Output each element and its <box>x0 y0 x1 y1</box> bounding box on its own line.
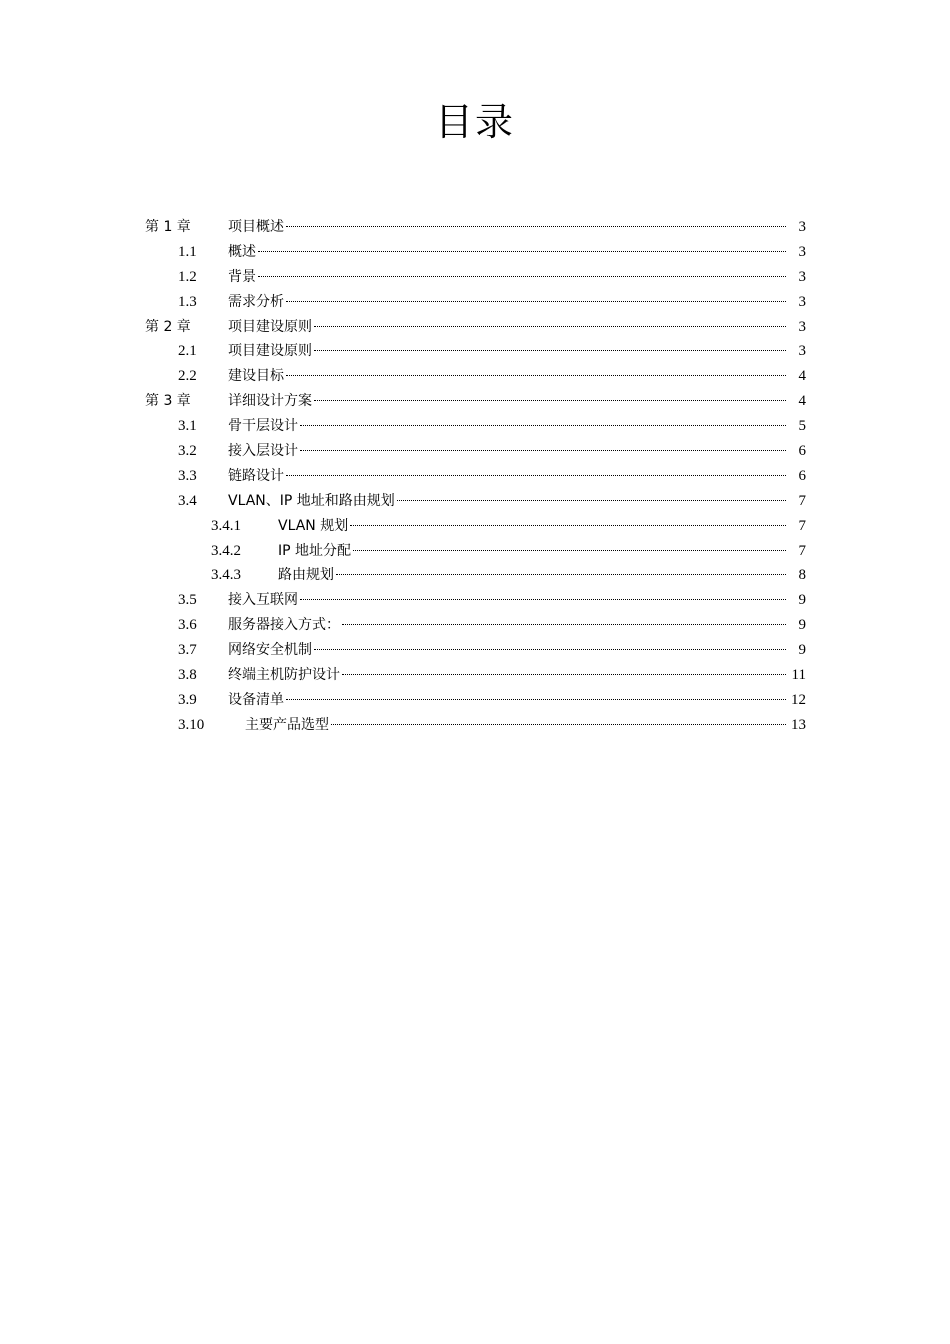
toc-leader-dots <box>314 325 786 327</box>
toc-leader-dots <box>397 499 786 501</box>
toc-entry-label: 主要产品选型 <box>245 716 329 733</box>
toc-entry-page: 7 <box>798 517 806 534</box>
toc-entry-number: 3.8 <box>178 667 197 684</box>
toc-leader-dots <box>258 250 786 252</box>
toc-entry-page: 9 <box>798 642 806 659</box>
toc-entry-number: 第 3 章 <box>145 393 191 410</box>
toc-entry-label: 设备清单 <box>228 691 284 708</box>
toc-leader-dots <box>300 598 786 600</box>
toc-entry[interactable] <box>0 290 950 315</box>
toc-entry[interactable] <box>0 638 950 663</box>
toc-entry-label: 终端主机防护设计 <box>228 667 340 684</box>
toc-entry-label: 项目概述 <box>228 219 284 235</box>
toc-leader-dots <box>342 623 786 625</box>
toc-entry-page: 3 <box>798 243 806 260</box>
toc-entry-page: 12 <box>791 691 806 708</box>
toc-entry-page: 3 <box>798 268 806 285</box>
toc-entry-number: 3.10 <box>178 716 205 733</box>
toc-leader-dots <box>314 349 786 351</box>
toc-entry-number: 1.2 <box>178 268 197 285</box>
toc-entry[interactable] <box>0 414 950 439</box>
toc-entry-number: 3.2 <box>178 443 197 460</box>
toc-entry[interactable] <box>0 215 950 240</box>
toc-entry[interactable] <box>0 514 950 539</box>
toc-entry-page: 8 <box>798 567 806 584</box>
toc-entry-label: 概述 <box>228 243 256 260</box>
toc-leader-dots <box>314 399 786 401</box>
toc-leader-dots <box>353 549 786 551</box>
toc-leader-dots <box>314 648 786 650</box>
toc-entry-label: 服务器接入方式： <box>228 617 340 634</box>
page-title: 目录 <box>434 100 515 144</box>
toc-entry-number: 3.9 <box>178 691 197 708</box>
toc-entry-page: 5 <box>798 418 806 435</box>
toc-entry-label: 项目建设原则 <box>228 343 312 360</box>
toc-entry-label: VLAN 规划 <box>278 517 349 534</box>
toc-entry-number: 3.4.1 <box>211 517 241 534</box>
toc-leader-dots <box>350 524 786 526</box>
toc-entry-label: 建设目标 <box>228 368 284 385</box>
toc-entry-number: 3.7 <box>178 642 197 659</box>
toc-leader-dots <box>331 723 786 725</box>
toc-entry-number: 3.3 <box>178 467 197 484</box>
toc-entry-label: 项目建设原则 <box>228 318 312 335</box>
toc-entry[interactable] <box>0 315 950 340</box>
toc-entry-label: 网络安全机制 <box>228 642 312 659</box>
toc-entry-number: 3.4.2 <box>211 542 241 559</box>
toc-entry-page: 9 <box>798 592 806 609</box>
toc-entry-page: 3 <box>798 293 806 310</box>
toc-entry[interactable] <box>0 713 950 738</box>
toc-entry-number: 第 2 章 <box>145 318 191 335</box>
toc-leader-dots <box>342 673 786 675</box>
toc-leader-dots <box>258 275 786 277</box>
toc-entry-label: VLAN、IP 地址和路由规划 <box>228 492 395 509</box>
toc-entry-number: 2.1 <box>178 343 197 360</box>
toc-entry-label: 接入层设计 <box>228 443 298 460</box>
toc-entry[interactable] <box>0 464 950 489</box>
toc-leader-dots <box>286 698 786 700</box>
toc-entry-page: 4 <box>798 368 806 385</box>
toc-entry[interactable] <box>0 240 950 265</box>
toc-leader-dots <box>300 424 786 426</box>
toc-entry[interactable] <box>0 389 950 414</box>
toc-entry-page: 3 <box>798 318 806 335</box>
toc-entry-page: 13 <box>791 716 806 733</box>
toc-entry-label: 详细设计方案 <box>228 393 312 410</box>
toc-entry-number: 第 1 章 <box>145 219 191 235</box>
toc-entry[interactable] <box>0 265 950 290</box>
toc-entry-number: 1.1 <box>178 243 197 260</box>
toc-entry-page: 6 <box>798 467 806 484</box>
toc-leader-dots <box>286 300 786 302</box>
toc-entry[interactable] <box>0 489 950 514</box>
toc-entry-page: 6 <box>798 443 806 460</box>
table-of-contents <box>0 215 950 738</box>
toc-entry-label: IP 地址分配 <box>278 542 352 559</box>
toc-entry-number: 3.1 <box>178 418 197 435</box>
toc-entry-page: 11 <box>791 667 806 684</box>
toc-entry-page: 7 <box>798 492 806 509</box>
toc-entry[interactable] <box>0 563 950 588</box>
toc-entry[interactable] <box>0 588 950 613</box>
toc-entry-label: 接入互联网 <box>228 592 298 609</box>
toc-leader-dots <box>286 225 786 227</box>
toc-entry[interactable] <box>0 613 950 638</box>
toc-entry-label: 背景 <box>228 268 256 285</box>
toc-entry-label: 骨干层设计 <box>228 418 298 435</box>
toc-entry-number: 3.4.3 <box>211 567 241 584</box>
toc-entry-page: 3 <box>798 219 806 235</box>
toc-entry-number: 3.5 <box>178 592 197 609</box>
toc-entry-label: 需求分析 <box>228 293 284 310</box>
toc-entry[interactable] <box>0 364 950 389</box>
toc-entry-number: 1.3 <box>178 293 197 310</box>
toc-entry-label: 链路设计 <box>228 467 284 484</box>
toc-entry-number: 3.4 <box>178 492 197 509</box>
toc-entry-number: 3.6 <box>178 617 197 634</box>
toc-entry[interactable] <box>0 439 950 464</box>
toc-entry-page: 7 <box>798 542 806 559</box>
toc-entry-page: 3 <box>798 343 806 360</box>
toc-leader-dots <box>300 449 786 451</box>
toc-entry[interactable] <box>0 539 950 564</box>
toc-entry[interactable] <box>0 663 950 688</box>
toc-entry-page: 9 <box>798 617 806 634</box>
toc-leader-dots <box>286 374 786 376</box>
toc-entry-page: 4 <box>798 393 806 410</box>
toc-leader-dots <box>286 474 786 476</box>
toc-entry-number: 2.2 <box>178 368 197 385</box>
toc-entry[interactable] <box>0 339 950 364</box>
toc-entry[interactable] <box>0 688 950 713</box>
toc-leader-dots <box>336 573 786 575</box>
toc-entry-label: 路由规划 <box>278 567 334 584</box>
